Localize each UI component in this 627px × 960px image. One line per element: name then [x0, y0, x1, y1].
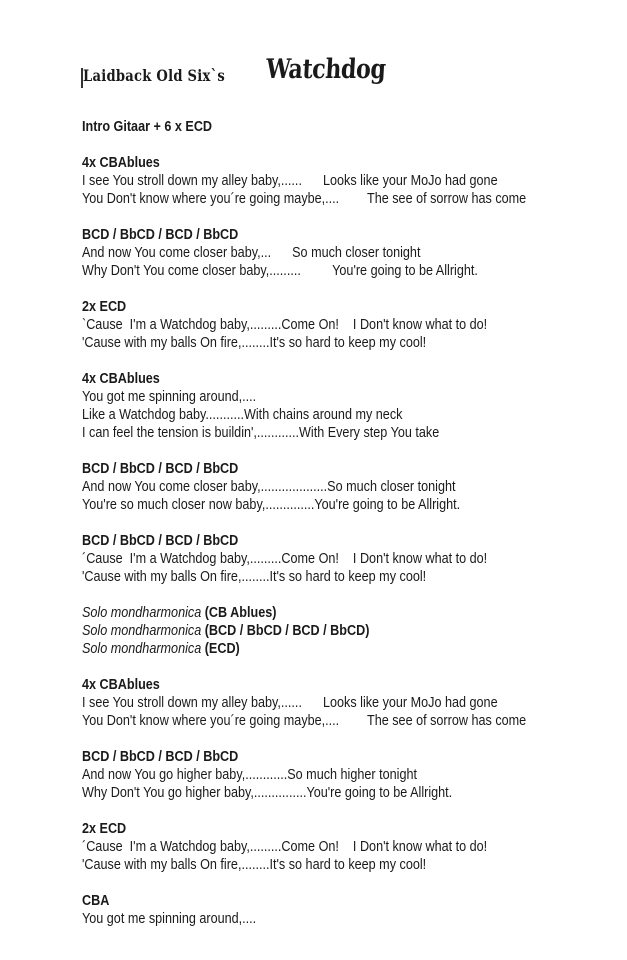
- section-chorus-1: [82, 298, 627, 352]
- lyric-line: `Cause I'm a Watchdog baby,.........Come On! I Don't know what to do!: [82, 317, 488, 333]
- lyric-line: You got me spinning around,....: [82, 911, 257, 927]
- section-solo: [82, 604, 627, 658]
- lyric-line: You got me spinning around,....: [82, 389, 257, 405]
- solo-instrument-label: Solo mondharmonica: [82, 623, 202, 639]
- lyric-line: I see You stroll down my alley baby,...... Looks like your MoJo had gone: [82, 695, 498, 711]
- lyric-line: And now You come closer baby,... So much closer tonight: [82, 245, 421, 261]
- section-bridge-2: [82, 460, 627, 514]
- section-bridge-1: [82, 226, 627, 280]
- section-verse-1: [82, 154, 627, 208]
- lyric-line: And now You go higher baby,............So much higher tonight: [82, 767, 417, 783]
- section-header: CBA: [82, 893, 110, 909]
- section-header: BCD / BbCD / BCD / BbCD: [82, 461, 239, 477]
- section-header: 4x CBAblues: [82, 677, 160, 693]
- lyric-line: Like a Watchdog baby...........With chains around my neck: [82, 407, 403, 423]
- solo-line: [82, 622, 556, 640]
- lyric-line: You Don't know where you´re going maybe,.... The see of sorrow has come: [82, 191, 527, 207]
- artist-name: Laidback Old Six`s: [83, 66, 226, 85]
- song-title: Watchdog: [265, 54, 387, 85]
- lyric-line: I see You stroll down my alley baby,...... Looks like your MoJo had gone: [82, 173, 498, 189]
- lyric-line: Why Don't You come closer baby,......... You're going to be Allright.: [82, 263, 478, 279]
- solo-line: [82, 604, 556, 622]
- lyric-line: Why Don't You go higher baby,...............You're going to be Allright.: [82, 785, 453, 801]
- lyric-line: 'Cause with my balls On fire,........It's so hard to keep my cool!: [82, 569, 427, 585]
- section-bridge-3: [82, 748, 627, 802]
- lyric-line: 'Cause with my balls On fire,........It's so hard to keep my cool!: [82, 857, 427, 873]
- lyric-line: ´Cause I'm a Watchdog baby,.........Come On! I Don't know what to do!: [82, 551, 488, 567]
- lyric-line: You're so much closer now baby,..............You're going to be Allright.: [82, 497, 461, 513]
- section-header: 4x CBAblues: [82, 371, 160, 387]
- lyric-line: You Don't know where you´re going maybe,.... The see of sorrow has come: [82, 713, 527, 729]
- section-intro: [82, 118, 627, 136]
- section-chorus-3: [82, 820, 627, 874]
- section-header: 2x ECD: [82, 299, 127, 315]
- solo-chords-label: (CB Ablues): [201, 605, 277, 621]
- lyric-line: And now You come closer baby,...................So much closer tonight: [82, 479, 456, 495]
- section-header: 2x ECD: [82, 821, 127, 837]
- section-verse-2: [82, 370, 627, 442]
- section-header: BCD / BbCD / BCD / BbCD: [82, 227, 239, 243]
- section-chorus-2: [82, 532, 627, 586]
- solo-line: [82, 640, 556, 658]
- section-outro: [82, 892, 627, 928]
- lyric-line: I can feel the tension is buildin',............With Every step You take: [82, 425, 440, 441]
- solo-chords-label: (BCD / BbCD / BCD / BbCD): [201, 623, 370, 639]
- section-verse-3: [82, 676, 627, 730]
- section-header: BCD / BbCD / BCD / BbCD: [82, 749, 239, 765]
- lyrics-content: [82, 118, 627, 946]
- solo-instrument-label: Solo mondharmonica: [82, 641, 202, 657]
- solo-instrument-label: Solo mondharmonica: [82, 605, 202, 621]
- section-header: BCD / BbCD / BCD / BbCD: [82, 533, 239, 549]
- solo-chords-label: (ECD): [201, 641, 240, 657]
- section-header: Intro Gitaar + 6 x ECD: [82, 119, 213, 135]
- lyric-line: 'Cause with my balls On fire,........It's so hard to keep my cool!: [82, 335, 427, 351]
- lyric-line: ´Cause I'm a Watchdog baby,.........Come On! I Don't know what to do!: [82, 839, 488, 855]
- section-header: 4x CBAblues: [82, 155, 160, 171]
